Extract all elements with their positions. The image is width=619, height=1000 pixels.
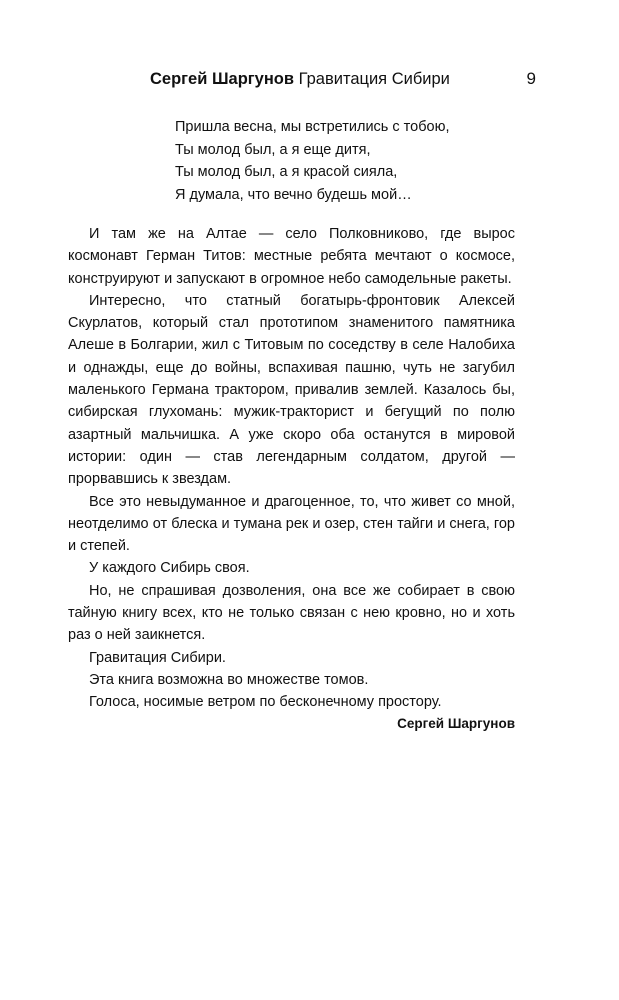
poem-line: Пришла весна, мы встретились с тобою, [175, 119, 450, 135]
paragraph: Все это невыдуманное и драгоценное, то, что живет со мной, неотделимо от блеска и тумана рек и озер, стен тайги и снега, гор и степей. [68, 493, 515, 555]
paragraph: У каждого Сибирь своя. [89, 560, 250, 577]
header-title: Гравитация Сибири [298, 70, 450, 88]
header-author: Сергей Шаргунов [150, 70, 295, 88]
poem-line: Ты молод был, а я красой сияла, [175, 164, 398, 180]
paragraph: Но, не спрашивая дозволения, она все же собирает в свою тайную книгу всех, кто не только связан с нею кровно, но и хоть раз о ней заикнется. [68, 582, 515, 644]
paragraph: Голоса, носимые ветром по бесконечному простору. [89, 694, 442, 711]
poem-line: Я думала, что вечно будешь мой… [175, 186, 412, 203]
paragraph: Гравитация Сибири. [89, 649, 226, 666]
poem-line: Ты молод был, а я еще дитя, [175, 141, 371, 158]
page-number: 9 [526, 69, 536, 88]
poem-epigraph [175, 116, 475, 206]
paragraph: Интересно, что статный богатырь-фронтовик Алексей Скурлатов, который стал прототипом знаменитого памятника Алеше в Болгарии, жил с Титовым по соседству в селе Налобиха и однажды, еще до войны, вспахивая пашню, чуть не загубил маленького Германа трактором, привалив землей. Казалось бы, сибирская глухомань: мужик-тракторист и бегущий по полю азартный мальчишка. А уже скоро оба останутся в мировой истории: один — став легендарным солдатом, другой — прорвавшись к звездам. [68, 292, 515, 488]
signature: Сергей Шаргунов [397, 716, 515, 731]
body-text [68, 223, 515, 714]
paragraph: Эта книга возможна во множестве томов. [89, 671, 369, 688]
paragraph: И там же на Алтае — село Полковниково, где вырос космонавт Герман Титов: местные ребята мечтают о космосе, конструируют и запускают в огромное небо самодельные ракеты. [68, 226, 515, 287]
running-header [150, 68, 540, 90]
